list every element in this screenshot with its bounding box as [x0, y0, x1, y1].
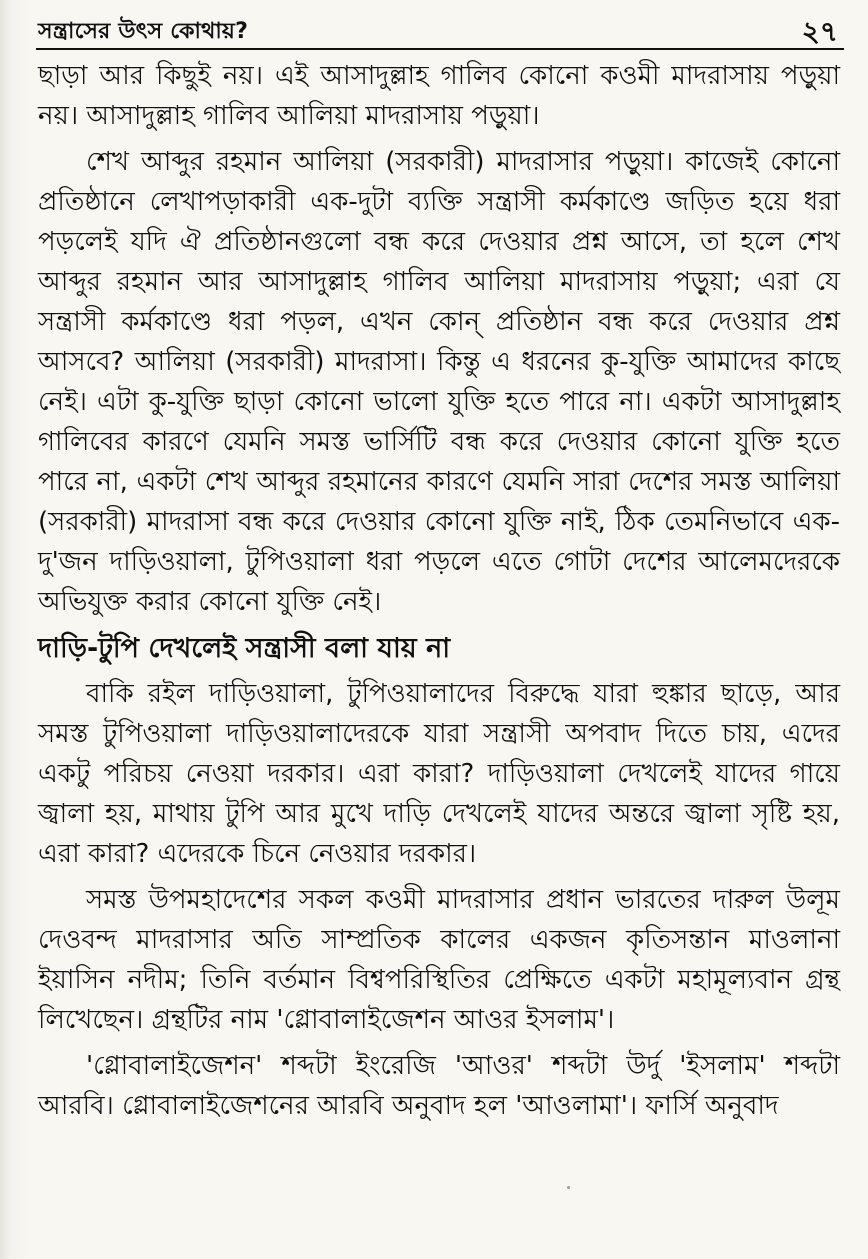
paragraph-2: শেখ আব্দুর রহমান আলিয়া (সরকারী) মাদরাসার পড়ুয়া। কাজেই কোনো প্রতিষ্ঠানে লেখাপড়াকারী এক-দুটা ব্যক্তি সন্ত্রাসী কর্মকাণ্ডে জড়িত হয়ে ধরা পড়লেই যদি ঐ প্রতিষ্ঠানগুলো বন্ধ করে দেওয়ার প্রশ্ন আসে, তা হলে শেখ আব্দুর রহমান আর আসাদুল্লাহ গালিব আলিয়া মাদরাসায় পড়ুয়া; এরা যে সন্ত্রাসী কর্মকাণ্ডে ধরা পড়ল, এখন কোন্ প্রতিষ্ঠান বন্ধ করে দেওয়ার প্রশ্ন আসবে? আলিয়া (সরকারী) মাদরাসা। কিন্তু এ ধরনের কু-যুক্তি আমাদের কাছে নেই। এটা কু-যুক্তি ছাড়া কোনো ভালো যুক্তি হতে পারে না। একটা আসাদুল্লাহ গালিবের কারণে যেমনি সমস্ত ভার্সিটি বন্ধ করে দেওয়ার কোনো যুক্তি হতে পারে না, একটা শেখ আব্দুর রহমানের কারণে যেমনি সারা দেশের সমস্ত আলিয়া (সরকারী) মাদরাসা বন্ধ করে দেওয়ার কোনো যুক্তি নাই, ঠিক তেমনিভাবে এক-দু'জন দাড়িওয়ালা, টুপিওয়ালা ধরা পড়লে এতে গোটা দেশের আলেমদেরকে অভিযুক্ত করার কোনো যুক্তি নেই।	[38, 147, 840, 617]
header-rule	[36, 48, 844, 50]
section-heading: দাড়ি-টুপি দেখলেই সন্ত্রাসী বলা যায় না	[38, 633, 451, 664]
running-title: সন্ত্রাসের উৎস কোথায়?	[38, 19, 249, 44]
print-speck	[567, 1186, 570, 1189]
body-text	[38, 56, 840, 1132]
paragraph-4: সমস্ত উপমহাদেশের সকল কওমী মাদরাসার প্রধান ভারতের দারুল উলূম দেওবন্দ মাদরাসার অতি সাম্প্রতিক কালের একজন কৃতিসন্তান মাওলানা ইয়াসিন নদীম; তিনি বর্তমান বিশ্বপরিস্থিতির প্রেক্ষিতে একটা মহামূল্যবান গ্রন্থ লিখেছেন। গ্রন্থটির নাম 'গ্লোবালাইজেশন আওর ইসলাম'।	[38, 885, 840, 1035]
paragraph-5: 'গ্লোবালাইজেশন' শব্দটা ইংরেজি 'আওর' শব্দটা উর্দু 'ইসলাম' শব্দটা আরবি। গ্লোবালাইজেশনের আরবি অনুবাদ হল 'আওলামা'। ফার্সি অনুবাদ	[38, 1051, 840, 1121]
page-number: ২৭	[801, 15, 838, 48]
page-header	[38, 8, 838, 48]
paragraph-3: বাকি রইল দাড়িওয়ালা, টুপিওয়ালাদের বিরুদ্ধে যারা হুঙ্কার ছাড়ে, আর সমস্ত টুপিওয়ালা দাড়িওয়ালাদেরকে যারা সন্ত্রাসী অপবাদ দিতে চায়, এদের একটু পরিচয় নেওয়া দরকার। এরা কারা? দাড়িওয়ালা দেখলেই যাদের গায়ে জ্বালা হয়, মাথায় টুপি আর মুখে দাড়ি দেখলেই যাদের অন্তরে জ্বালা সৃষ্টি হয়, এরা কারা? এদেরকে চিনে নেওয়ার দরকার।	[38, 679, 840, 869]
paragraph-1: ছাড়া আর কিছুই নয়। এই আসাদুল্লাহ গালিব কোনো কওমী মাদরাসায় পড়ুয়া নয়। আসাদুল্লাহ গালিব আলিয়া মাদরাসায় পড়ুয়া।	[38, 61, 840, 131]
